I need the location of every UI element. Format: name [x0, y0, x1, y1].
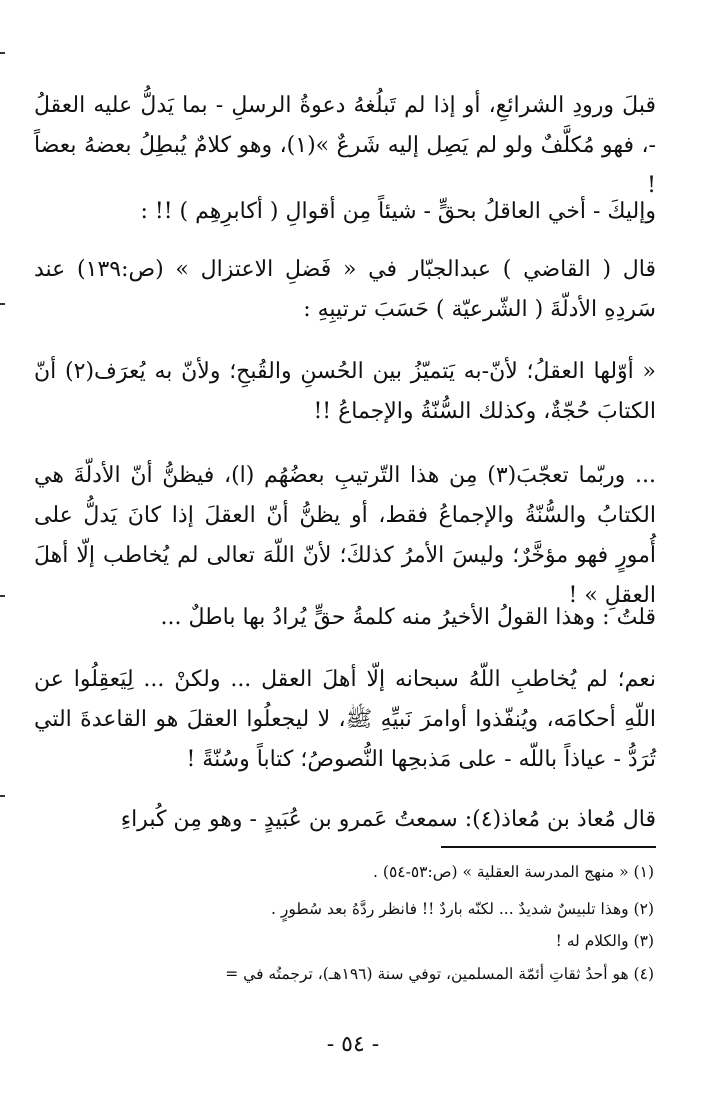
paragraph-1: قبلَ ورودِ الشرائعِ، أو إذا لم تَبلُغهُ دعوةُ الرسلِ - بما يَدلُّ عليه العقلُ -، فهو مُكلَّفٌ ولو لم يَصِل إليه شَرعٌ »(١)، وهو كلامٌ يُبطِلُ بعضهُ بعضاً ! — [34, 93, 656, 198]
margin-mark — [0, 795, 5, 797]
paragraph-6: قلتُ : وهذا القولُ الأخيرُ منه كلمةُ حقٍّ يُرادُ بها باطلٌ ... — [160, 605, 656, 630]
paragraph-2: وإليكَ - أخي العاقلُ بحقٍّ - شيئاً مِن أقوالِ ( أكابرِهِم ) !! : — [140, 199, 656, 224]
paragraph-5: ... وربّما تعجّبَ(٣) مِن هذا التّرتيبِ بعضُهُم (ا)، فيظنُّ أنّ الأدلّةَ هي الكتابُ والسُّنّةُ والإجماعُ فقط، أو يظنُّ أنّ العقلَ إذا كانَ يَدلُّ على أُمورٍ فهو مؤخَّرٌ؛ وليسَ الأمرُ كذلكَ؛ لأنّ اللّهَ تعالى لم يُخاطب إلّا أهلَ العقلِ » ! — [34, 463, 656, 608]
margin-mark — [0, 52, 5, 54]
footnote-4: (٤) هو أحدُ ثقاتِ أئمّة المسلمين، توفي سنة (١٩٦هـ)، ترجمتُه في = — [225, 965, 654, 983]
paragraph-7: نعم؛ لم يُخاطبِ اللّهُ سبحانه إلّا أهلَ العقل ... ولكنْ ... لِيَعقِلُوا عن اللّهِ أحكامَه، ويُنفّذوا أوامرَ نَبيِّهِ ﷺ، لا ليجعلُوا العقلَ هو القاعدةَ التي تُرَدُّ - عياذاً باللّه - على مَذبحِها النُّصوصُ؛ كتاباً وسُنّةً ! — [34, 667, 656, 772]
footnote-2: (٢) وهذا تلبيسٌ شديدٌ ... لكنّه باردٌ !! فانظر ردَّهُ بعد سُطورٍ . — [271, 900, 654, 918]
paragraph-8: قال مُعاذ بن مُعاذ(٤): سمعتُ عَمرو بن عُبَيدٍ - وهو مِن كُبراءِ — [120, 807, 656, 832]
paragraph-3: قال ( القاضي ) عبدالجبّار في « فَضلِ الاعتزال » (ص:١٣٩) عند سَردِهِ الأدلّةَ ( الشّرعيّة ) حَسَبَ ترتيبِهِ : — [34, 257, 657, 322]
footnote-3: (٣) والكلام له ! — [555, 932, 654, 950]
margin-mark — [0, 595, 5, 597]
page-number: - ٥٤ - — [326, 1032, 380, 1057]
footnote-separator — [441, 846, 656, 848]
paragraph-4: « أوّلها العقلُ؛ لأنّ-به يَتميّزُ بين الحُسنِ والقُبحِ؛ ولأنّ به يُعرَف(٢) أنّ الكتابَ حُجّةٌ، وكذلك السُّنّةُ والإجماعُ !! — [34, 359, 656, 424]
margin-mark — [0, 303, 5, 305]
footnote-1: (١) « منهج المدرسة العقلية » (ص:٥٣-٥٤) . — [373, 863, 654, 881]
